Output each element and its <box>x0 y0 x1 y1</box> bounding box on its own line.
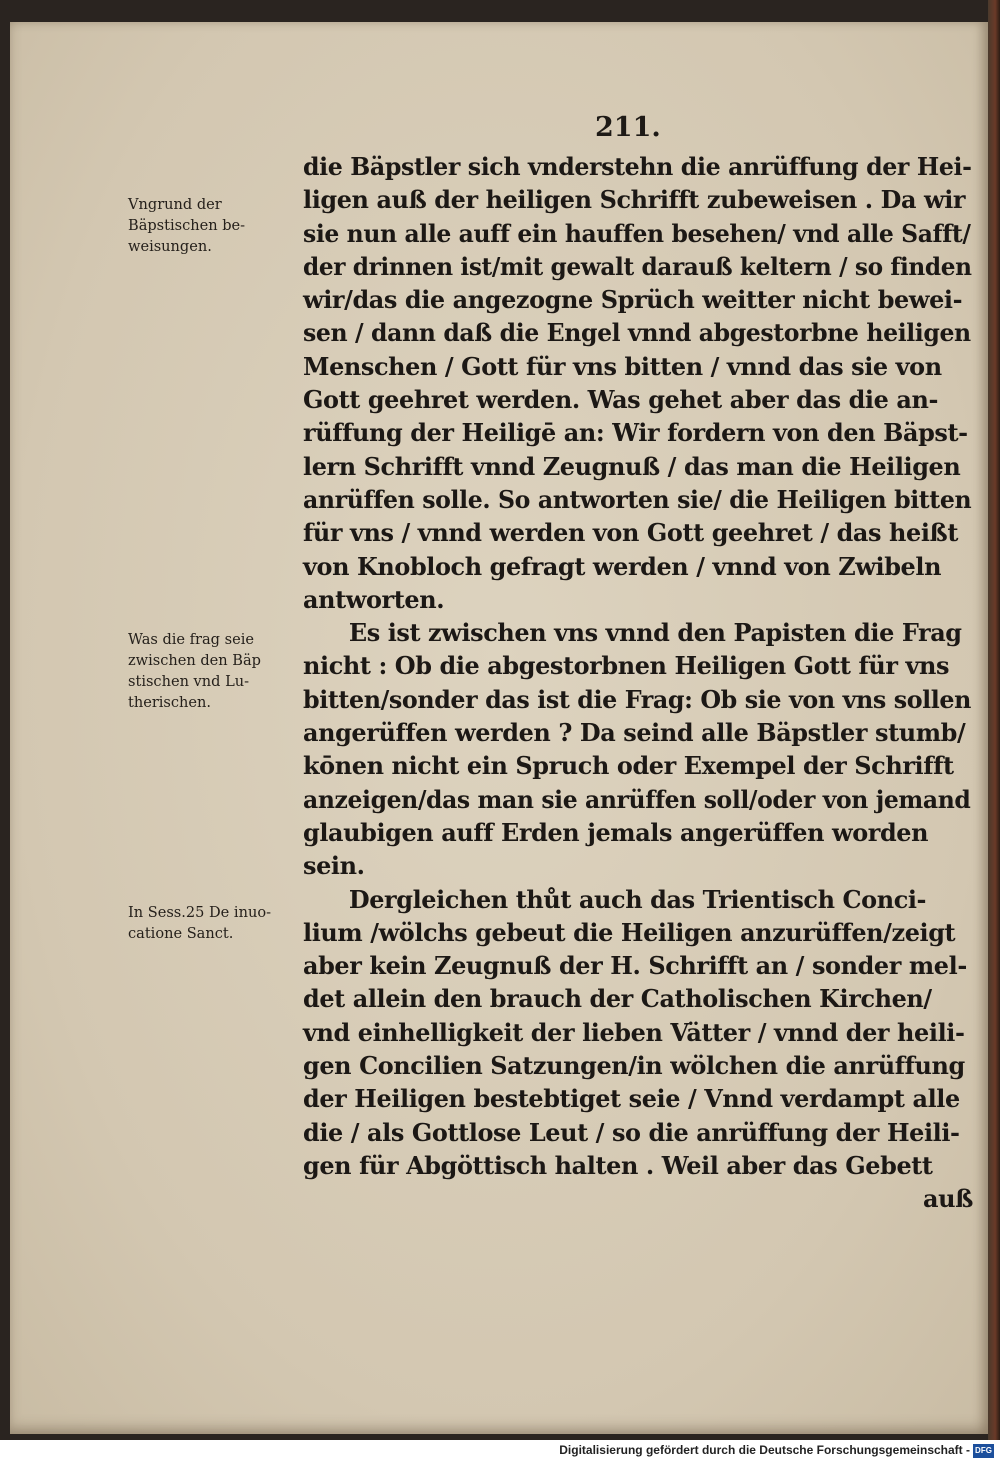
body-line: lern Schrifft vnnd Zeugnuß / das man die Heiligen <box>303 451 961 481</box>
margin-note-2 <box>128 629 293 713</box>
body-line: rüffung der Heiligē an: Wir fordern von den Bäpst- <box>303 418 968 448</box>
body-text <box>303 150 973 1216</box>
body-line: aber kein Zeugnuß der H. Schrifft an / sonder mel- <box>303 951 967 981</box>
page-number: 211. <box>595 112 661 143</box>
body-line: nicht : Ob die abgestorbnen Heiligen Gott für vns <box>303 651 950 681</box>
margin-note-1 <box>128 194 293 257</box>
margin-note-line: In Sess.25 De inuo- <box>128 903 271 921</box>
body-line: lium /wölchs gebeut die Heiligen anzurüffen/zeigt <box>303 917 956 947</box>
body-line: Gott geehret werden. Was gehet aber das die an- <box>303 385 939 415</box>
margin-note-line: Vngrund der <box>128 195 222 213</box>
book-edge <box>988 0 1000 1440</box>
body-line: bitten/sonder das ist die Frag: Ob sie von vns sollen <box>303 684 972 714</box>
body-line: der Heiligen bestebtiget seie / Vnnd verdampt alle <box>303 1084 960 1114</box>
body-line: anrüffen solle. So antworten sie/ die Heiligen bitten <box>303 484 972 514</box>
margin-note-3 <box>128 902 293 944</box>
body-line: der drinnen ist/mit gewalt darauß keltern / so finden <box>303 251 972 281</box>
margin-note-line: therischen. <box>128 693 212 711</box>
margin-note-line: zwischen den Bäp <box>128 651 261 669</box>
body-line: sen / dann daß die Engel vnnd abgestorbne heiligen <box>303 318 971 348</box>
body-line: anzeigen/das man sie anrüffen soll/oder von jemand <box>303 784 971 814</box>
body-line: gen Concilien Satzungen/in wölchen die anrüffung <box>303 1051 965 1081</box>
margin-note-line: weisungen. <box>128 237 212 255</box>
body-line: wir/das die angezogne Sprüch weitter nicht bewei- <box>303 285 963 315</box>
body-line: ligen auß der heiligen Schrifft zubeweisen . Da wir <box>303 185 966 215</box>
body-line: kōnen nicht ein Spruch oder Exempel der Schrifft <box>303 751 954 781</box>
margin-note-line: Bäpstischen be- <box>128 216 246 234</box>
body-line: glaubigen auff Erden jemals angerüffen worden <box>303 817 929 847</box>
body-line: von Knobloch gefragt werden / vnnd von Zwibeln <box>303 551 942 581</box>
dfg-logo: DFG <box>973 1444 994 1458</box>
body-line: für vns / vnnd werden von Gott geehret / das heißt <box>303 518 958 548</box>
body-line: det allein den brauch der Catholischen Kirchen/ <box>303 984 932 1014</box>
body-line: gen für Abgöttisch halten . Weil aber das Gebett <box>303 1150 933 1180</box>
footer-bar <box>0 1440 1000 1463</box>
body-line: Menschen / Gott für vns bitten / vnnd das sie von <box>303 351 942 381</box>
body-line: vnd einhelligkeit der lieben Vätter / vnnd der heili- <box>303 1017 965 1047</box>
body-line: Dergleichen thůt auch das Trientisch Conci- <box>348 884 927 914</box>
margin-note-line: stischen vnd Lu- <box>128 672 250 690</box>
body-line: sein. <box>303 851 365 881</box>
catchword: auß <box>922 1184 973 1214</box>
margin-note-line: catione Sanct. <box>128 924 234 942</box>
body-line: die / als Gottlose Leut / so die anrüffung der Heili- <box>303 1117 960 1147</box>
body-line: angerüffen werden ? Da seind alle Bäpstler stumb/ <box>303 718 966 748</box>
body-line: Es ist zwischen vns vnnd den Papisten die Frag <box>348 618 962 648</box>
margin-note-line: Was die frag seie <box>128 630 254 648</box>
footer-credit: Digitalisierung gefördert durch die Deutsche Forschungsgemeinschaft - <box>559 1443 970 1457</box>
body-line: die Bäpstler sich vnderstehn die anrüffung der Hei- <box>303 152 972 181</box>
body-line: antworten. <box>303 584 445 614</box>
body-line: sie nun alle auff ein hauffen besehen/ vnd alle Safft/ <box>303 218 971 248</box>
